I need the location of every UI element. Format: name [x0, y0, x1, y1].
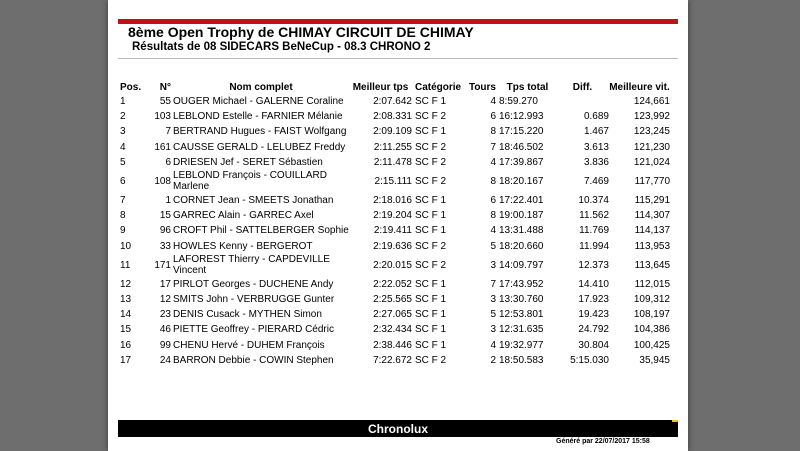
- cell-best-time: 2:18.016: [373, 195, 412, 207]
- cell-name: LEBLOND Estelle - FARNIER Mélanie: [173, 111, 343, 123]
- cell-name: DRIESEN Jef - SERET Sébastien: [173, 156, 323, 168]
- cell-tours: 6: [490, 195, 496, 207]
- cell-best-time: 2:11.255: [373, 141, 412, 153]
- cell-num: 1: [165, 195, 171, 207]
- cell-diff: 3.613: [583, 141, 609, 153]
- cell-pos: 5: [120, 156, 126, 168]
- cell-best-speed: 123,992: [633, 111, 670, 123]
- cell-total-time: 18:50.583: [499, 354, 544, 366]
- cell-tours: 8: [490, 175, 496, 187]
- cell-tours: 4: [490, 156, 496, 168]
- cell-best-speed: 113,953: [634, 240, 670, 252]
- cell-num: 171: [154, 259, 171, 271]
- cell-num: 7: [165, 126, 171, 138]
- table-row: [118, 193, 670, 208]
- cell-diff: 11.994: [579, 240, 609, 252]
- cell-num: 33: [159, 240, 171, 252]
- cell-best-time: 2:22.052: [373, 278, 412, 290]
- cell-category: SC F 1: [415, 210, 447, 222]
- table-row: [118, 124, 670, 139]
- table-row: [118, 155, 670, 170]
- cell-name: OUGER Michael - GALERNE Coraline: [173, 96, 344, 108]
- cell-tours: 5: [490, 240, 496, 252]
- cell-best-time: 2:20.015: [373, 259, 412, 271]
- cell-num: 46: [159, 324, 171, 336]
- header-name: Nom complet: [229, 82, 293, 93]
- cell-pos: 1: [120, 96, 126, 108]
- results-table: [118, 82, 670, 368]
- cell-category: SC F 2: [415, 111, 447, 123]
- cell-best-time: 7:22.672: [373, 354, 412, 366]
- cell-pos: 15: [120, 324, 132, 336]
- header-pos: Pos.: [120, 82, 142, 93]
- cell-best-time: 2:32.434: [373, 324, 412, 336]
- cell-name: GARREC Alain - GARREC Axel: [173, 210, 314, 222]
- cell-diff: 1.467: [583, 126, 609, 138]
- cell-total-time: 19:32.977: [499, 339, 544, 351]
- cell-best-time: 2:19.204: [373, 210, 412, 222]
- table-row: [118, 277, 670, 292]
- cell-tours: 7: [490, 141, 496, 153]
- header-speed: Meilleure vit.: [609, 82, 670, 93]
- cell-total-time: 18:20.660: [499, 240, 544, 252]
- header-total: Tps total: [506, 82, 549, 93]
- cell-name: HOWLES Kenny - BERGEROT: [173, 240, 313, 252]
- cell-total-time: 14:09.797: [499, 259, 544, 271]
- cell-best-speed: 121,024: [633, 156, 670, 168]
- cell-diff: 11.562: [579, 210, 609, 222]
- cell-best-time: 2:08.331: [373, 111, 412, 123]
- cell-best-time: 2:15.111: [374, 175, 412, 187]
- cell-best-speed: 112,015: [634, 278, 670, 290]
- cell-total-time: 18:20.167: [499, 175, 544, 187]
- cell-diff: 11.769: [579, 225, 609, 237]
- cell-name: BERTRAND Hugues - FAIST Wolfgang: [173, 126, 347, 138]
- cell-tours: 3: [490, 324, 496, 336]
- cell-num: 24: [159, 354, 171, 366]
- cell-tours: 3: [490, 259, 496, 271]
- cell-pos: 12: [120, 278, 132, 290]
- cell-category: SC F 2: [415, 240, 447, 252]
- cell-total-time: 17:22.401: [499, 195, 544, 207]
- cell-best-speed: 123,245: [633, 126, 670, 138]
- cell-best-speed: 104,386: [633, 324, 670, 336]
- cell-tours: 7: [490, 278, 496, 290]
- cell-best-speed: 117,770: [634, 175, 670, 187]
- table-row: [118, 94, 670, 109]
- cell-category: SC F 2: [415, 156, 447, 168]
- cell-name: CAUSSE GERALD - LELUBEZ Freddy: [173, 141, 346, 153]
- cell-num: 103: [154, 111, 171, 123]
- cell-best-time: 2:27.065: [373, 309, 412, 321]
- cell-pos: 9: [120, 225, 126, 237]
- table-header-row: [118, 82, 670, 94]
- cell-diff: 3.836: [583, 156, 609, 168]
- page-title: 8ème Open Trophy de CHIMAY CIRCUIT DE CHIMAY: [128, 24, 474, 40]
- cell-pos: 6: [120, 175, 126, 187]
- cell-pos: 4: [120, 141, 126, 153]
- cell-name: DENIS Cusack - MYTHEN Simon: [173, 309, 322, 321]
- cell-pos: 10: [120, 240, 132, 252]
- footer-bar: [118, 420, 678, 437]
- table-row: [118, 353, 670, 368]
- header-divider: [118, 58, 678, 59]
- cell-diff: 10.374: [578, 195, 609, 207]
- table-row: [118, 109, 670, 124]
- header-category: Catégorie: [415, 82, 462, 93]
- cell-best-speed: 100,425: [633, 339, 670, 351]
- cell-total-time: 13:30.760: [499, 293, 544, 305]
- cell-best-speed: 121,230: [633, 141, 670, 153]
- cell-diff: 0.689: [583, 111, 609, 123]
- cell-best-speed: 114,137: [634, 225, 670, 237]
- cell-total-time: 12:31.635: [499, 324, 544, 336]
- header-diff: Diff.: [572, 82, 593, 93]
- cell-diff: 14.410: [578, 278, 609, 290]
- cell-pos: 16: [120, 339, 132, 351]
- cell-name: CORNET Jean - SMEETS Jonathan: [173, 195, 334, 207]
- cell-category: SC F 1: [415, 126, 447, 138]
- cell-total-time: 18:46.502: [499, 141, 544, 153]
- page-subtitle: Résultats de 08 SIDECARS BeNeCup - 08.3 CHRONO 2: [132, 41, 431, 53]
- cell-name: BARRON Debbie - COWIN Stephen: [173, 354, 334, 366]
- cell-category: SC F 1: [415, 339, 447, 351]
- cell-category: SC F 1: [415, 225, 447, 237]
- generated-timestamp: Généré par 22/07/2017 15:58: [556, 438, 650, 445]
- cell-best-speed: 124,661: [633, 96, 670, 108]
- cell-best-time: 2:19.636: [373, 240, 412, 252]
- cell-category: SC F 2: [415, 354, 447, 366]
- cell-num: 12: [159, 293, 171, 305]
- cell-pos: 17: [120, 354, 132, 366]
- table-row: [118, 223, 670, 238]
- cell-total-time: 12:53.801: [499, 309, 544, 321]
- cell-total-time: 16:12.993: [499, 111, 544, 123]
- cell-num: 15: [159, 210, 171, 222]
- cell-category: SC F 2: [415, 141, 447, 153]
- cell-pos: 7: [120, 195, 126, 207]
- cell-diff: 30.804: [578, 339, 609, 351]
- cell-total-time: 8:59.270: [499, 96, 538, 108]
- cell-name: PIRLOT Georges - DUCHENE Andy: [173, 278, 334, 290]
- table-row: [118, 239, 670, 254]
- cell-num: 96: [159, 225, 171, 237]
- table-row: [118, 170, 670, 193]
- cell-diff: 5:15.030: [570, 354, 609, 366]
- cell-diff: [556, 94, 609, 109]
- cell-pos: 3: [120, 126, 126, 138]
- cell-tours: 6: [490, 111, 496, 123]
- header-best: Meilleur tps: [352, 82, 409, 93]
- cell-category: SC F 1: [415, 195, 447, 207]
- cell-category: SC F 1: [415, 293, 447, 305]
- cell-best-time: 2:09.109: [373, 126, 412, 138]
- table-row: [118, 292, 670, 307]
- cell-best-time: 2:38.446: [373, 339, 412, 351]
- cell-pos: 8: [120, 210, 126, 222]
- footer-brand: Chronolux: [368, 422, 428, 436]
- results-page: [108, 0, 688, 451]
- header-tours: Tours: [468, 82, 496, 93]
- table-row: [118, 322, 670, 337]
- cell-category: SC F 1: [415, 309, 447, 321]
- cell-total-time: 19:00.187: [499, 210, 544, 222]
- cell-diff: 12.373: [578, 259, 609, 271]
- cell-name: LAFOREST Thierry - CAPDEVILLE Vincent: [173, 254, 330, 277]
- cell-best-speed: 109,312: [633, 293, 670, 305]
- cell-tours: 3: [490, 293, 496, 305]
- cell-tours: 8: [490, 126, 496, 138]
- cell-diff: 7.469: [583, 175, 609, 187]
- cell-best-speed: 108,197: [633, 309, 670, 321]
- cell-pos: 11: [120, 259, 131, 271]
- header-num: N°: [159, 82, 171, 93]
- cell-diff: 19.423: [578, 309, 609, 321]
- cell-category: SC F 2: [415, 175, 447, 187]
- table-row: [118, 307, 670, 322]
- cell-best-speed: 113,645: [634, 259, 670, 271]
- cell-num: 17: [159, 278, 171, 290]
- table-row: [118, 254, 670, 277]
- cell-pos: 14: [120, 309, 132, 321]
- table-row: [118, 337, 670, 352]
- cell-name: CHENU Hervé - DUHEM François: [173, 339, 325, 351]
- cell-tours: 8: [490, 210, 496, 222]
- cell-total-time: 17:15.220: [499, 126, 544, 138]
- cell-category: SC F 1: [415, 278, 447, 290]
- cell-name: PIETTE Geoffrey - PIERARD Cédric: [173, 324, 334, 336]
- table-row: [118, 208, 670, 223]
- cell-best-time: 2:11.478: [373, 156, 412, 168]
- cell-total-time: 13:31.488: [499, 225, 544, 237]
- cell-best-speed: 115,291: [634, 195, 670, 207]
- cell-category: SC F 1: [415, 96, 447, 108]
- cell-num: 55: [159, 96, 171, 108]
- cell-name: LEBLOND François - COUILLARD Marlene: [173, 170, 327, 193]
- cell-tours: 2: [490, 354, 496, 366]
- cell-best-time: 2:07.642: [373, 96, 412, 108]
- cell-category: SC F 1: [415, 324, 447, 336]
- cell-total-time: 17:39.867: [499, 156, 544, 168]
- cell-name: SMITS John - VERBRUGGE Gunter: [173, 293, 335, 305]
- table-row: [118, 140, 670, 155]
- cell-pos: 2: [120, 111, 126, 123]
- cell-tours: 4: [490, 96, 496, 108]
- cell-num: 108: [154, 175, 171, 187]
- cell-diff: 24.792: [578, 324, 609, 336]
- results-body: [118, 94, 670, 368]
- cell-num: 23: [159, 309, 171, 321]
- cell-tours: 5: [490, 309, 496, 321]
- cell-total-time: 17:43.952: [499, 278, 544, 290]
- cell-pos: 13: [120, 293, 132, 305]
- cell-name: CROFT Phil - SATTELBERGER Sophie: [173, 225, 349, 237]
- cell-num: 99: [159, 339, 171, 351]
- cell-best-speed: 114,307: [634, 210, 670, 222]
- cell-category: SC F 2: [415, 259, 447, 271]
- cell-tours: 4: [490, 225, 496, 237]
- cell-num: 6: [165, 156, 171, 168]
- cell-num: 161: [154, 141, 171, 153]
- cell-diff: 17.923: [578, 293, 609, 305]
- cell-tours: 4: [490, 339, 496, 351]
- cell-best-speed: 35,945: [639, 354, 670, 366]
- cell-best-time: 2:19.411: [373, 225, 412, 237]
- cell-best-time: 2:25.565: [373, 293, 412, 305]
